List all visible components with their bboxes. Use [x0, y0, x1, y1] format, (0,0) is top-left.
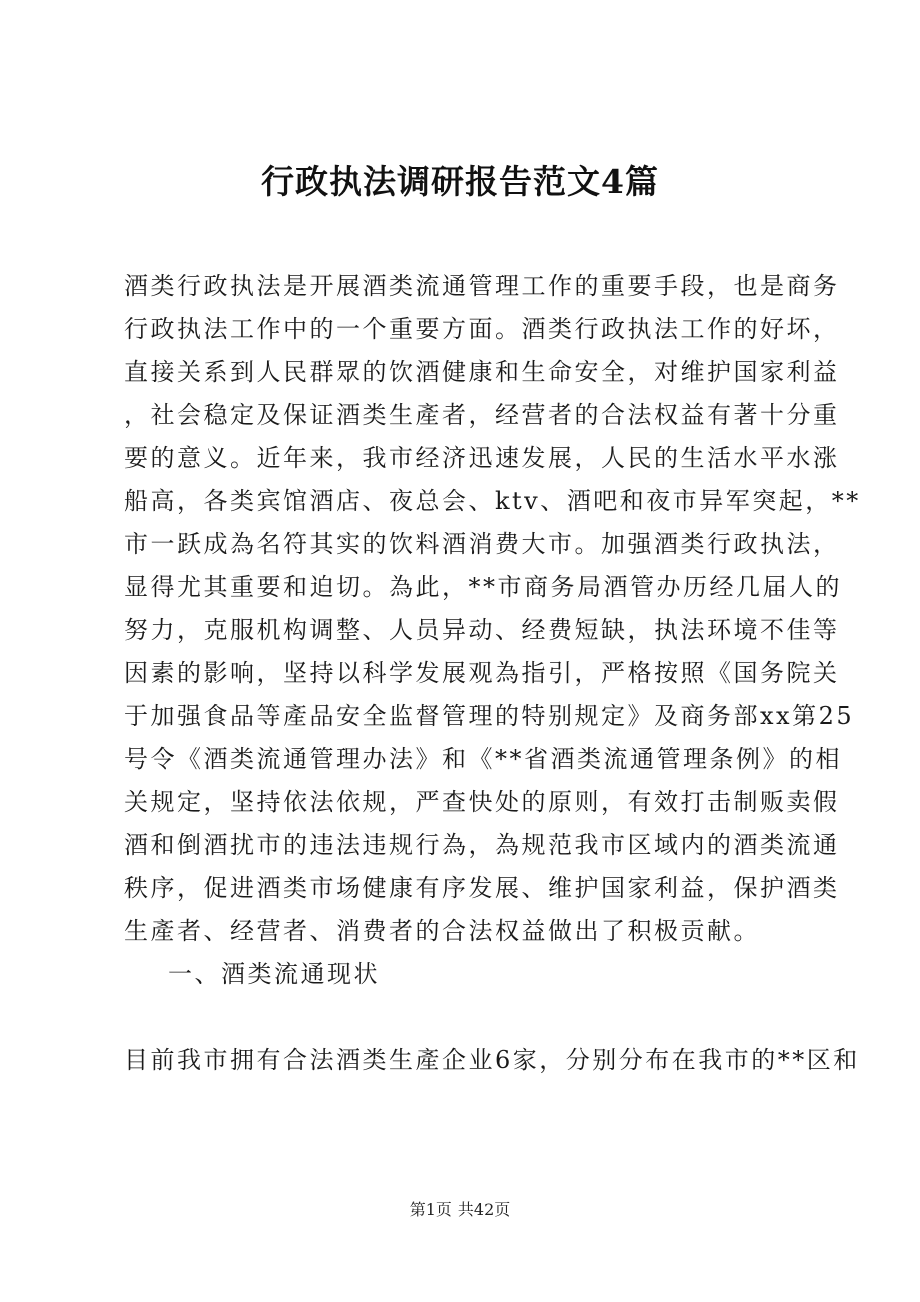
section-heading: 一、酒类流通现状: [168, 960, 380, 988]
document-title: 行政执法调研报告范文4篇: [261, 162, 659, 201]
paragraph-line: 号令《酒类流通管理办法》和《**省酒类流通管理条例》的相: [124, 745, 842, 773]
paragraph-line: 船高，各类宾馆酒店、夜总会、ktv、酒吧和夜市异军突起，**: [124, 487, 861, 515]
paragraph-line: 努力，克服机构调整、人员异动、经费短缺，执法环境不佳等: [124, 616, 840, 644]
paragraph-line: 生產者、经营者、消费者的合法权益做出了积极贡献。: [124, 917, 760, 945]
paragraph-line: 秩序，促进酒类市场健康有序发展、维护国家利益，保护酒类: [124, 874, 840, 902]
paragraph-line: 于加强食品等產品安全监督管理的特别规定》及商务部xx第25: [124, 702, 855, 730]
paragraph-line: 酒和倒酒扰市的违法违规行為，為规范我市区域内的酒类流通: [124, 831, 840, 859]
paragraph-line: 关规定，坚持依法依规，严查快处的原则，有效打击制贩卖假: [124, 788, 840, 816]
paragraph-line: 市一跃成為名符其实的饮料酒消费大市。加强酒类行政执法，: [124, 530, 840, 558]
paragraph-line: 显得尤其重要和迫切。為此，**市商务局酒管办历经几届人的: [124, 573, 842, 601]
paragraph-line: 酒类行政执法是开展酒类流通管理工作的重要手段，也是商务: [124, 272, 840, 300]
paragraph-line: ，社会稳定及保证酒类生產者，经营者的合法权益有著十分重: [124, 401, 840, 429]
page-total: 共42页: [457, 1200, 511, 1219]
paragraph-line: 要的意义。近年来，我市经济迅速发展，人民的生活水平水涨: [124, 444, 840, 472]
paragraph-line: 因素的影响，坚持以科学发展观為指引，严格按照《国务院关: [124, 659, 840, 687]
paragraph-line: 行政执法工作中的一个重要方面。酒类行政执法工作的好坏，: [124, 315, 840, 343]
page-number: 第1页: [409, 1200, 452, 1219]
page-footer: [0, 1199, 920, 1221]
paragraph-line: 直接关系到人民群眾的饮酒健康和生命安全，对维护国家利益: [124, 358, 840, 386]
paragraph-line: 目前我市拥有合法酒类生產企业6家，分别分布在我市的**区和: [124, 1046, 860, 1074]
